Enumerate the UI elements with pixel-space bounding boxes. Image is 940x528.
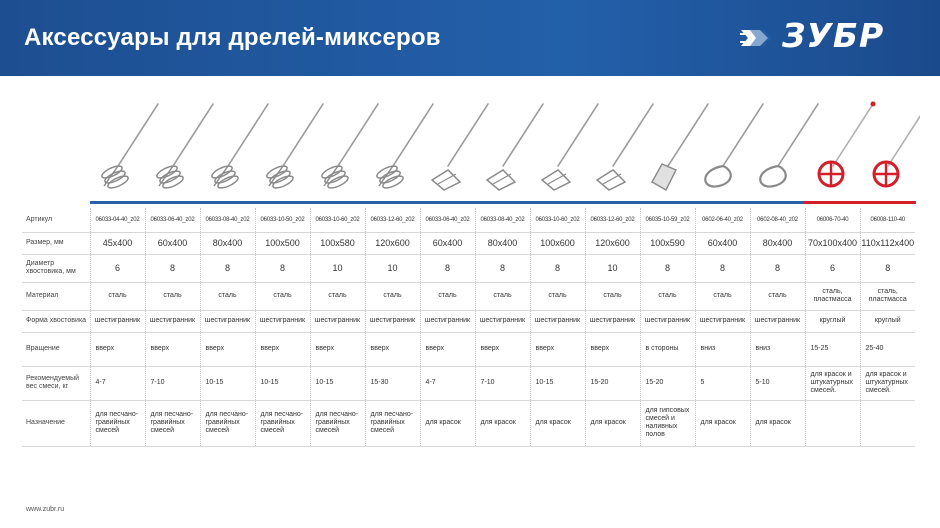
cell-rotation: вверх — [200, 332, 255, 366]
cell-material: сталь — [695, 282, 750, 310]
cell-purpose: для красок — [530, 400, 585, 446]
cell-weight: 5-10 — [750, 366, 805, 400]
cell-purpose — [860, 400, 915, 446]
bison-emblem-icon — [738, 20, 780, 56]
cell-article: 06033-06-40_z02 — [145, 208, 200, 232]
cell-shank-form: круглый — [860, 310, 915, 332]
cell-rotation: вверх — [90, 332, 145, 366]
cell-rotation: вверх — [255, 332, 310, 366]
cell-rotation: вверх — [365, 332, 420, 366]
cell-shank: 6 — [90, 254, 145, 282]
cell-article: 06033-08-40_z02 — [200, 208, 255, 232]
row-article — [22, 208, 915, 232]
cell-material: сталь — [475, 282, 530, 310]
cell-purpose: для красок — [585, 400, 640, 446]
plastic-cage-mixer-icon — [874, 104, 920, 186]
cell-material: сталь — [750, 282, 805, 310]
cell-rotation: в стороны — [640, 332, 695, 366]
row-label: Размер, мм — [22, 232, 90, 254]
cell-article: 06033-10-60_z02 — [530, 208, 585, 232]
row-purpose — [22, 400, 915, 446]
cell-size: 120x600 — [585, 232, 640, 254]
cell-purpose: для красок — [695, 400, 750, 446]
row-weight — [22, 366, 915, 400]
cell-shank-form: шестигранник — [145, 310, 200, 332]
cell-size: 60x400 — [695, 232, 750, 254]
cell-rotation: вверх — [145, 332, 200, 366]
cell-shank: 8 — [860, 254, 915, 282]
cell-shank-form: шестигранник — [475, 310, 530, 332]
spiral-mixer-icon — [155, 104, 213, 190]
header-banner — [0, 0, 940, 76]
row-size — [22, 232, 915, 254]
cell-size: 60x400 — [145, 232, 200, 254]
cell-article: 06006-70-40 — [805, 208, 860, 232]
row-label: Назначение — [22, 400, 90, 446]
cell-material: сталь — [530, 282, 585, 310]
cell-article: 06033-12-60_z02 — [365, 208, 420, 232]
spiral-mixer-icon — [265, 104, 323, 190]
cell-size: 110x112x400 — [860, 232, 915, 254]
cell-article: 06033-10-50_z02 — [255, 208, 310, 232]
plastic-section-divider — [804, 201, 916, 204]
cell-material: сталь — [90, 282, 145, 310]
cell-shank: 8 — [145, 254, 200, 282]
row-label: Материал — [22, 282, 90, 310]
cell-material: сталь — [145, 282, 200, 310]
cell-size: 80x400 — [200, 232, 255, 254]
cell-purpose: для красок — [475, 400, 530, 446]
cell-shank-form: шестигранник — [640, 310, 695, 332]
cell-rotation: вверх — [530, 332, 585, 366]
cell-material: сталь, пластмасса — [805, 282, 860, 310]
cell-rotation: вверх — [585, 332, 640, 366]
cell-material: сталь — [310, 282, 365, 310]
cell-article: 0602-06-40_z02 — [695, 208, 750, 232]
cell-shank-form: шестигранник — [530, 310, 585, 332]
propeller-mixer-icon — [487, 104, 543, 190]
cell-weight: 4-7 — [420, 366, 475, 400]
spiral-mixer-icon — [375, 104, 433, 190]
spiral-mixer-icon — [320, 104, 378, 190]
row-rotation — [22, 332, 915, 366]
cell-purpose: для песчано-гравийных смесей — [200, 400, 255, 446]
cell-weight: 10-15 — [310, 366, 365, 400]
paddle-mixer-icon — [652, 104, 708, 190]
spiral-mixer-icon — [100, 104, 158, 190]
cell-material: сталь — [585, 282, 640, 310]
cell-shank: 10 — [310, 254, 365, 282]
cell-shank-form: шестигранник — [310, 310, 365, 332]
cell-shank-form: шестигранник — [585, 310, 640, 332]
row-label: Диаметр хвостовика, мм — [22, 254, 90, 282]
loop-mixer-icon — [760, 104, 818, 187]
cell-shank: 8 — [255, 254, 310, 282]
cell-shank-form: шестигранник — [200, 310, 255, 332]
cell-article: 06035-10-59_z02 — [640, 208, 695, 232]
zubr-logo — [738, 16, 918, 56]
cell-material: сталь — [365, 282, 420, 310]
cell-shank: 8 — [750, 254, 805, 282]
cell-size: 100x600 — [530, 232, 585, 254]
cell-size: 45x400 — [90, 232, 145, 254]
cell-purpose: для песчано-гравийных смесей — [90, 400, 145, 446]
propeller-mixer-icon — [542, 104, 598, 190]
cell-weight: 7-10 — [475, 366, 530, 400]
cell-material: сталь — [420, 282, 475, 310]
cell-weight: 15-20 — [585, 366, 640, 400]
cell-rotation: вниз — [750, 332, 805, 366]
cell-weight: 5 — [695, 366, 750, 400]
cell-purpose: для гипсовых смесей и наливных полов — [640, 400, 695, 446]
cell-size: 80x400 — [475, 232, 530, 254]
row-label: Вращение — [22, 332, 90, 366]
cell-material: сталь — [255, 282, 310, 310]
cell-rotation: вверх — [420, 332, 475, 366]
cell-purpose: для красок — [420, 400, 475, 446]
cell-material: сталь — [640, 282, 695, 310]
cell-weight: 4-7 — [90, 366, 145, 400]
cell-article: 06033-10-60_z02 — [310, 208, 365, 232]
row-shank-form — [22, 310, 915, 332]
cell-rotation: вверх — [310, 332, 365, 366]
cell-size: 70x100x400 — [805, 232, 860, 254]
cell-shank-form: круглый — [805, 310, 860, 332]
cell-shank: 8 — [475, 254, 530, 282]
cell-size: 60x400 — [420, 232, 475, 254]
cell-article: 06033-12-60_z02 — [585, 208, 640, 232]
propeller-mixer-icon — [432, 104, 488, 190]
cell-purpose: для песчано-гравийных смесей — [310, 400, 365, 446]
cell-size: 100x500 — [255, 232, 310, 254]
cell-weight: 15-30 — [365, 366, 420, 400]
footer-url: www.zubr.ru — [26, 506, 65, 513]
page-title: Аксессуары для дрелей-миксеров — [24, 24, 441, 51]
spec-table — [22, 208, 915, 447]
cell-size: 120x600 — [365, 232, 420, 254]
cell-shank-form: шестигранник — [365, 310, 420, 332]
propeller-mixer-icon — [597, 104, 653, 190]
cell-shank-form: шестигранник — [750, 310, 805, 332]
row-label: Артикул — [22, 208, 90, 232]
cell-shank: 10 — [585, 254, 640, 282]
cell-rotation: вверх — [475, 332, 530, 366]
cell-shank-form: шестигранник — [420, 310, 475, 332]
tools-illustration-row — [90, 98, 920, 202]
cell-weight: 15-20 — [640, 366, 695, 400]
cell-purpose: для песчано-гравийных смесей — [365, 400, 420, 446]
cell-shank: 8 — [530, 254, 585, 282]
row-label: Рекомендуемый вес смеси, кг — [22, 366, 90, 400]
cell-rotation: 25-40 — [860, 332, 915, 366]
cell-size: 100x580 — [310, 232, 365, 254]
cell-shank: 8 — [200, 254, 255, 282]
cell-article: 06033-08-40_z02 — [475, 208, 530, 232]
cell-article: 0602-08-40_z02 — [750, 208, 805, 232]
spiral-mixer-icon — [210, 104, 268, 190]
cell-article: 06008-110-40 — [860, 208, 915, 232]
cell-rotation: 15-25 — [805, 332, 860, 366]
cell-size: 100x590 — [640, 232, 695, 254]
cell-shank-form: шестигранник — [255, 310, 310, 332]
logo-wordmark: ЗУБР — [782, 16, 885, 55]
cell-material: сталь, пластмасса — [860, 282, 915, 310]
cell-shank: 8 — [640, 254, 695, 282]
cell-shank: 8 — [420, 254, 475, 282]
cell-size: 80x400 — [750, 232, 805, 254]
cell-shank: 8 — [695, 254, 750, 282]
cell-article: 06033-06-40_z02 — [420, 208, 475, 232]
cell-purpose: для песчано-гравийных смесей — [255, 400, 310, 446]
cell-shank: 10 — [365, 254, 420, 282]
cell-weight: для красок и штукатурных смесей. — [860, 366, 915, 400]
plastic-cage-mixer-icon — [819, 102, 876, 187]
cell-article: 06033-04-40_z02 — [90, 208, 145, 232]
cell-weight: 10-15 — [255, 366, 310, 400]
cell-weight: 10-15 — [200, 366, 255, 400]
cell-shank: 6 — [805, 254, 860, 282]
cell-purpose: для песчано-гравийных смесей — [145, 400, 200, 446]
cell-weight: для красок и штукатурных смесей. — [805, 366, 860, 400]
cell-purpose: для красок — [750, 400, 805, 446]
loop-mixer-icon — [705, 104, 763, 187]
row-shank — [22, 254, 915, 282]
cell-rotation: вниз — [695, 332, 750, 366]
cell-weight: 7-10 — [145, 366, 200, 400]
steel-section-divider — [90, 201, 804, 204]
row-material — [22, 282, 915, 310]
cell-purpose — [805, 400, 860, 446]
row-label: Форма хвостовика — [22, 310, 90, 332]
cell-shank-form: шестигранник — [695, 310, 750, 332]
cell-material: сталь — [200, 282, 255, 310]
cell-shank-form: шестигранник — [90, 310, 145, 332]
cell-weight: 10-15 — [530, 366, 585, 400]
